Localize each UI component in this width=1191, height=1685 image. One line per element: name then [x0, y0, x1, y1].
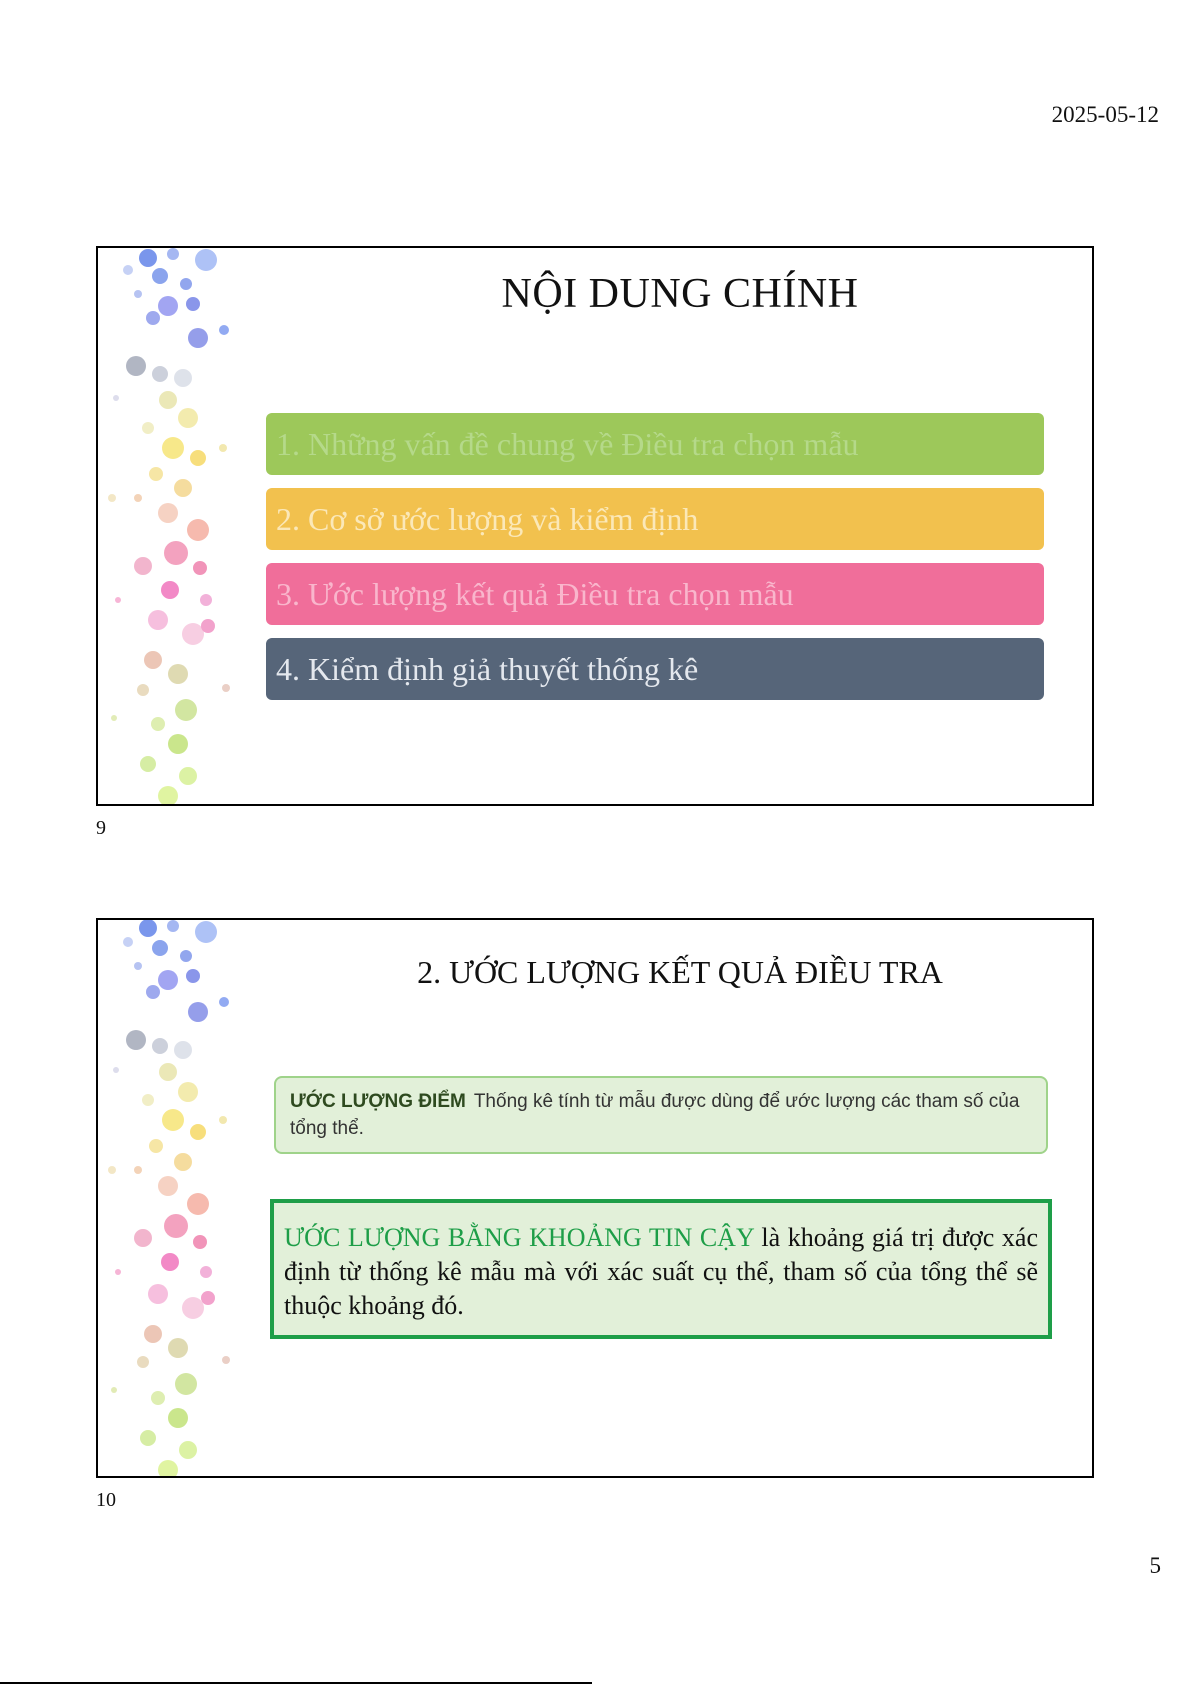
agenda-item-label: 3. Ước lượng kết quả Điều tra chọn mẫu — [276, 576, 794, 612]
point-estimate-box — [274, 1076, 1048, 1154]
slide-number: 9 — [96, 817, 106, 839]
bubble-decoration — [98, 920, 248, 1476]
agenda-item-1 — [266, 413, 1044, 475]
interval-estimate-text: là khoảng giá trị được xác định từ thống kê mẫu mà với xác suất cụ thể, tham số của tổng thể sẽ thuộc khoảng đó. — [284, 1223, 1039, 1320]
slide-title: NỘI DUNG CHÍNH — [501, 271, 859, 317]
agenda-item-4 — [266, 638, 1044, 700]
document-date: 2025-05-12 — [1051, 102, 1159, 127]
slide-number: 10 — [96, 1489, 116, 1511]
interval-estimate-term: ƯỚC LƯỢNG BẰNG KHOẢNG TIN CẬY — [284, 1223, 754, 1252]
point-estimate-text: Thống kê tính từ mẫu được dùng để ước lượng các tham số của tổng thể. — [290, 1091, 1020, 1139]
footer-rule — [0, 1682, 592, 1684]
agenda-item-label: 1. Những vấn đề chung về Điều tra chọn mẫu — [276, 426, 859, 462]
slide-10 — [96, 918, 1094, 1478]
slide-title: 2. ƯỚC LƯỢNG KẾT QUẢ ĐIỀU TRA — [417, 954, 943, 990]
agenda-item-label: 2. Cơ sở ước lượng và kiểm định — [276, 501, 699, 537]
agenda-item-3 — [266, 563, 1044, 625]
interval-estimate-box — [270, 1199, 1052, 1339]
agenda-item-2 — [266, 488, 1044, 550]
bubble-decoration — [98, 248, 248, 804]
point-estimate-term: ƯỚC LƯỢNG ĐIỂM — [290, 1091, 466, 1112]
page-number: 5 — [1149, 1553, 1161, 1578]
slide-9 — [96, 246, 1094, 806]
agenda-item-label: 4. Kiểm định giả thuyết thống kê — [276, 651, 699, 687]
